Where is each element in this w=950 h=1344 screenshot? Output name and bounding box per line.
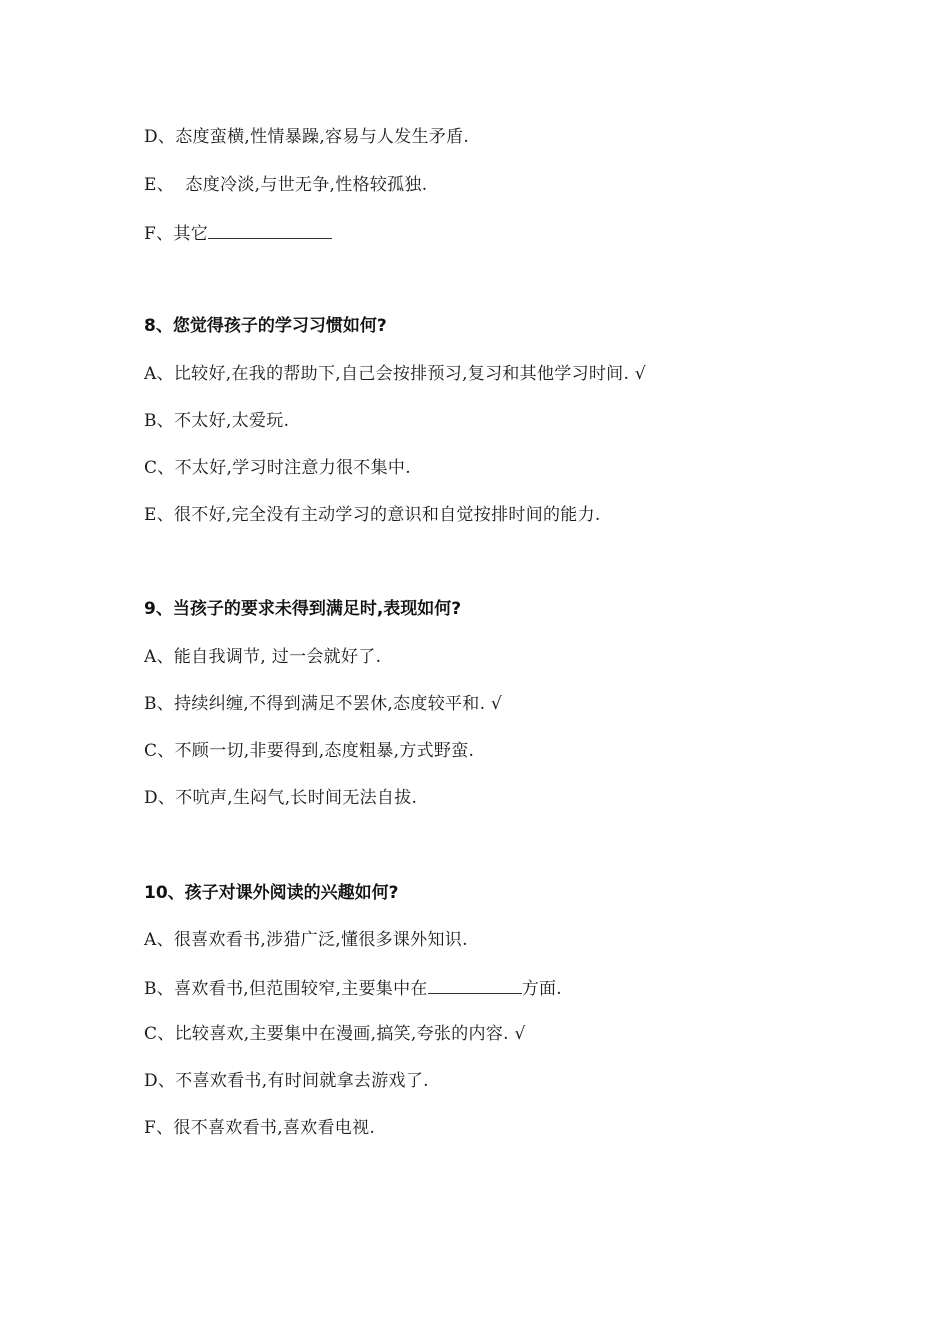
q9-option-b: B、持续纠缠,不得到满足不罢休,态度较平和. √	[144, 694, 503, 714]
fill-blank-line	[208, 220, 332, 239]
option-d-prev: D、态度蛮横,性情暴躁,容易与人发生矛盾.	[144, 127, 470, 147]
q10-option-a: A、很喜欢看书,涉猎广泛,懂很多课外知识.	[144, 930, 468, 950]
q10-option-b	[144, 975, 562, 1001]
option-f-label: F、其它	[144, 224, 208, 244]
question-9-title: 9、当孩子的要求未得到满足时,表现如何?	[144, 599, 462, 619]
q9-option-c: C、不顾一切,非要得到,态度粗暴,方式野蛮.	[144, 741, 475, 761]
question-8-title: 8、您觉得孩子的学习习惯如何?	[144, 316, 387, 336]
q10-option-c: C、比较喜欢,主要集中在漫画,搞笑,夸张的内容. √	[144, 1024, 526, 1044]
q9-option-d: D、不吭声,生闷气,长时间无法自拔.	[144, 788, 418, 808]
q10-option-b-suffix: 方面.	[521, 979, 563, 999]
q8-option-c: C、不太好,学习时注意力很不集中.	[144, 458, 411, 478]
q10-option-d: D、不喜欢看书,有时间就拿去游戏了.	[144, 1071, 429, 1091]
q8-option-e: E、很不好,完全没有主动学习的意识和自觉按排时间的能力.	[144, 505, 601, 525]
option-e-prev: E、 态度冷淡,与世无争,性格较孤独.	[144, 175, 428, 195]
q8-option-a: A、比较好,在我的帮助下,自己会按排预习,复习和其他学习时间. √	[144, 364, 647, 384]
q8-option-b: B、不太好,太爱玩.	[144, 411, 290, 431]
option-f-other	[144, 220, 332, 246]
q10-option-b-prefix: B、喜欢看书,但范围较窄,主要集中在	[144, 979, 428, 999]
q9-option-a: A、能自我调节, 过一会就好了.	[144, 647, 382, 667]
q10-option-f: F、很不喜欢看书,喜欢看电视.	[144, 1118, 376, 1138]
question-10-title: 10、孩子对课外阅读的兴趣如何?	[144, 883, 399, 903]
fill-blank-line	[428, 975, 522, 994]
